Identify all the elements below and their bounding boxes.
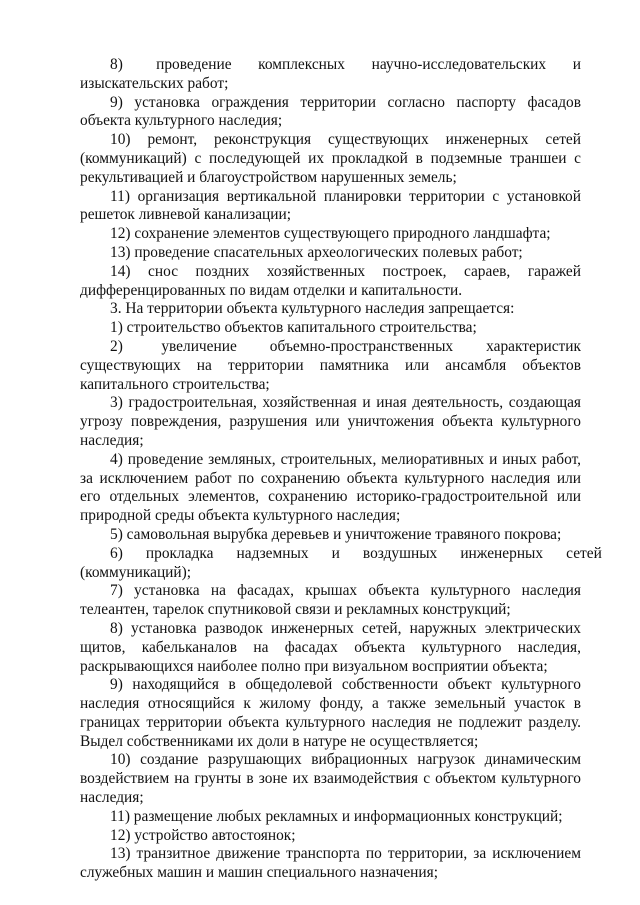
paragraph-item-11-vertical-planning: 11) организация вертикальной планировки территории с установкой решеток ливневой канализации;	[80, 187, 581, 224]
prohibited-item-4: 4) проведение земляных, строительных, мелиоративных и иных работ, за исключением работ по сохранению объекта культурного наследия или его отдельных элементов, сохранению историко-градостроительной или природной среды объекта культурного наследия;	[80, 450, 581, 525]
prohibited-item-8: 8) установка разводок инженерных сетей, наружных электрических щитов, кабельканалов на фасадах объекта культурного наследия, раскрывающихся наиболее полно при визуальном восприятии объекта;	[80, 619, 581, 675]
prohibited-item-3: 3) градостроительная, хозяйственная и иная деятельность, создающая угрозу повреждения, разрушения или уничтожения объекта культурного наследия;	[80, 394, 581, 449]
prohibited-item-5: 5) самовольная вырубка деревьев и уничтожение травяного покрова;	[110, 525, 562, 543]
paragraph-item-10-networks-repair: 10) ремонт, реконструкция существующих инженерных сетей (коммуникаций) с последующей их прокладкой в подземные траншеи с рекультивацией и благоустройством нарушенных земель;	[80, 131, 581, 186]
prohibited-item-9: 9) находящийся в общедолевой собственности объект культурного наследия относящийся к жилому фонду, а также земельный участок в границах территории объекта культурного наследия не подлежит разделу. Выдел собственниками их доли в натуре не осуществляется;	[80, 676, 581, 750]
prohibited-item-6: 6) прокладка надземных и воздушных инженерных сетей (коммуникаций);	[80, 544, 602, 581]
paragraph-item-9-fence: 9) установка ограждения территории согласно паспорту фасадов объекта культурного наследия;	[80, 93, 581, 130]
prohibited-item-13: 13) транзитное движение транспорта по территории, за исключением служебных машин и машин специального назначения;	[80, 845, 581, 882]
paragraph-item-14-demolition: 14) снос поздних хозяйственных построек, сараев, гаражей дифференцированных по видам отделки и капитальности.	[80, 262, 581, 299]
prohibited-item-11: 11) размещение любых рекламных и информационных конструкций;	[110, 807, 563, 825]
prohibited-item-10: 10) создание разрушающих вибрационных нагрузок динамическим воздействием на грунты в зоне их взаимодействия с объектом культурного наследия;	[80, 751, 581, 807]
paragraph-item-13-archaeology: 13) проведение спасательных археологических полевых работ;	[110, 243, 523, 261]
paragraph-item-8-research: 8) проведение комплексных научно-исследовательских и изыскательских работ;	[80, 56, 581, 92]
prohibited-item-12: 12) устройство автостоянок;	[110, 826, 296, 844]
section-3-heading: 3. На территории объекта культурного наследия запрещается:	[110, 300, 515, 318]
prohibited-item-2: 2) увеличение объемно-пространственных характеристик существующих на территории памятника или ансамбля объектов капитального строительства;	[80, 337, 581, 393]
prohibited-item-1: 1) строительство объектов капитального строительства;	[110, 319, 477, 337]
paragraph-item-12-landscape: 12) сохранение элементов существующего природного ландшафта;	[110, 225, 551, 243]
document-body	[80, 56, 602, 883]
prohibited-item-7: 7) установка на фасадах, крышах объекта культурного наследия телеантен, тарелок спутниковой связи и рекламных конструкций;	[80, 582, 581, 619]
